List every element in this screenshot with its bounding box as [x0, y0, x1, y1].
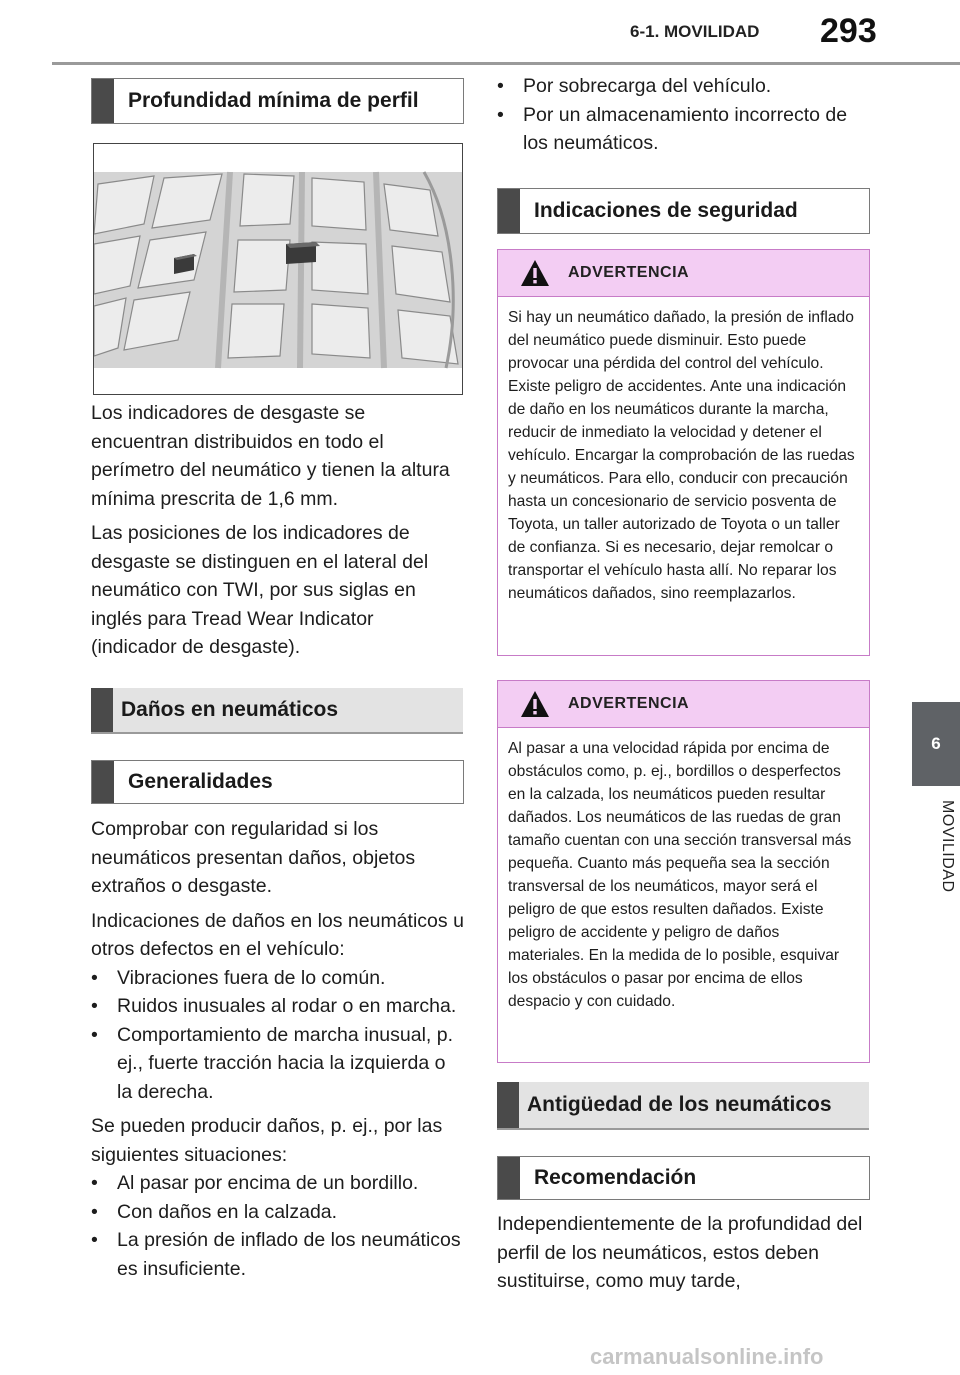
chapter-tab-label: MOVILIDAD: [939, 800, 956, 893]
paragraph: Indicaciones de daños en los neumáticos u otros defectos en el vehículo:: [91, 909, 464, 960]
left-body-2: [91, 815, 466, 1283]
heading-recomendacion: [497, 1156, 870, 1200]
bullet-item: • Por sobrecarga del vehículo.: [497, 75, 772, 97]
bullet-item: • Por un almacenamiento incorrecto de los neumáticos.: [497, 103, 848, 154]
bullet-item: • Comportamiento de marcha inusual, p. ej., fuerte tracción hacia la izquierda o la derecha.: [91, 1023, 454, 1103]
paragraph: Comprobar con regularidad si los neumáticos presentan daños, objetos extraños o desgaste.: [91, 818, 416, 897]
paragraph: Independientemente de la profundidad del perfil de los neumáticos, estos deben sustituirse, como muy tarde,: [497, 1213, 863, 1292]
warning-title: ADVERTENCIA: [568, 264, 690, 281]
bullet-item: • Al pasar por encima de un bordillo.: [91, 1172, 419, 1194]
section-title: 6-1. MOVILIDAD: [630, 22, 760, 41]
heading-generalidades: [91, 760, 464, 804]
heading-bar: [91, 688, 113, 732]
heading-text: Daños en neumáticos: [121, 698, 339, 721]
heading-profundidad: [91, 78, 464, 124]
warning-text: Si hay un neumático dañado, la presión de inflado del neumático puede disminuir. Esto puede provocar una pérdida del control del vehículo. Existe peligro de accidentes. Ante una indicación de daño en los neumáticos durante la marcha, reducir de inmediato la velocidad y detener el vehículo. Encargar la comprobación de las ruedas y neumáticos. Para ello, conducir con precaución hasta un concesionario de servicio posventa de Toyota, un taller autorizado de Toyota o un taller de confianza. Si es necesario, dejar remolcar o transportar el vehículo hasta allí. No reparar los neumáticos dañados, sino reemplazarlos.: [508, 309, 855, 602]
heading-bar: [497, 1082, 519, 1128]
heading-bar: [92, 761, 114, 803]
heading-bar: [498, 1157, 520, 1199]
bullet-item: • Vibraciones fuera de lo común.: [91, 966, 386, 989]
heading-bar: [498, 189, 520, 233]
header-divider: [52, 62, 960, 65]
paragraph: Los indicadores de desgaste se encuentran distribuidos en todo el perímetro del neumático y tienen la altura mínima prescrita de 1,6 mm.: [91, 402, 450, 510]
wear-indicator-large: [286, 242, 320, 264]
heading-text: Profundidad mínima de perfil: [128, 89, 419, 112]
heading-text: Indicaciones de seguridad: [534, 199, 798, 222]
heading-danos: [91, 688, 463, 734]
warning-header: [498, 250, 869, 297]
chapter-tab-number: 6: [912, 702, 960, 786]
warning-title: ADVERTENCIA: [568, 695, 690, 712]
heading-seguridad: [497, 188, 870, 234]
warning-triangle-icon: [520, 259, 550, 287]
tire-tread-illustration: [93, 143, 463, 395]
heading-text: Generalidades: [128, 770, 273, 793]
warning-triangle-icon: [520, 690, 550, 718]
heading-text: Antigüedad de los neumáticos: [527, 1093, 832, 1116]
heading-bar: [92, 79, 114, 123]
right-body-reco: [497, 1210, 869, 1302]
warning-box-1: [497, 249, 870, 656]
warning-header: [498, 681, 869, 728]
page-number: 293: [820, 12, 877, 50]
right-bullets-top: [497, 72, 869, 158]
bullet-item: • Con daños en la calzada.: [91, 1200, 338, 1223]
heading-antiguedad: [497, 1082, 869, 1130]
warning-text: Al pasar a una velocidad rápida por encima de obstáculos como, p. ej., bordillos o desperfectos en la calzada, los neumáticos pueden resultar dañados. Los neumáticos de las ruedas de gran tamaño cuentan con una sección transversal más pequeña. Cuanto más pequeña sea la sección transversal de los neumáticos, mayor será el peligro de que estos resulten dañados. Existe peligro de accidente y peligro de daños materiales. En la medida de lo posible, esquivar los obstáculos o pasar por encima de ellos despacio y con cuidado.: [508, 740, 852, 1010]
paragraph: Se pueden producir daños, p. ej., por las siguientes situaciones:: [91, 1115, 443, 1166]
bullet-item: • Ruidos inusuales al rodar o en marcha.: [91, 995, 457, 1017]
bullet-item: • La presión de inflado de los neumáticos es insuficiente.: [91, 1229, 461, 1280]
heading-text: Recomendación: [534, 1166, 697, 1189]
paragraph: Las posiciones de los indicadores de desgaste se distinguen en el lateral del neumático con TWI, por sus siglas en inglés para Tread Wear Indicator (indicador de desgaste).: [91, 522, 429, 658]
watermark: carmanualsonline.info: [590, 1344, 824, 1369]
warning-box-2: [497, 680, 870, 1063]
left-body-1: [91, 399, 463, 668]
